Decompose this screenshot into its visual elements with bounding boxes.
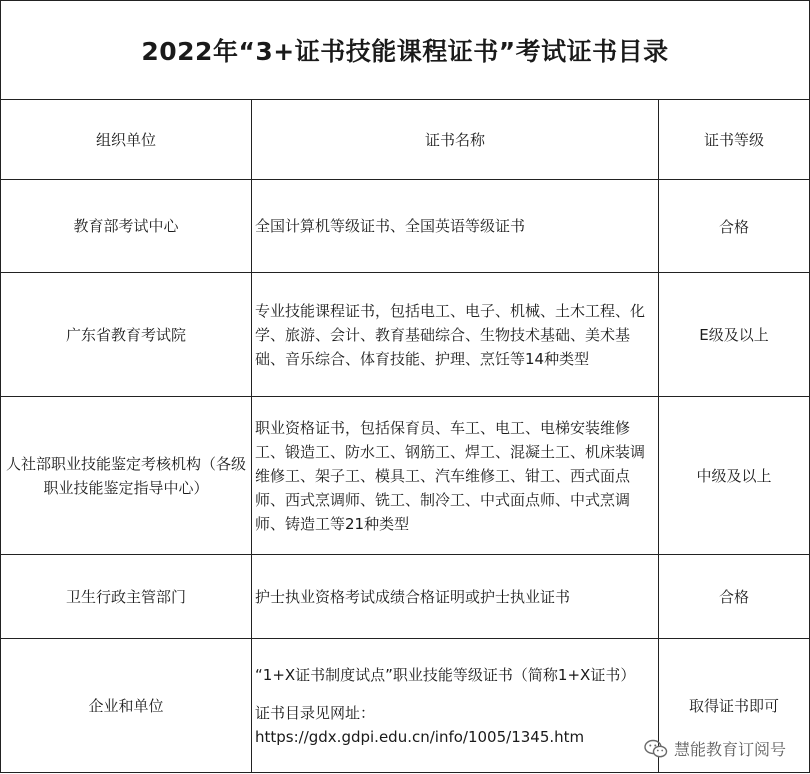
watermark-text: 慧能教育订阅号 xyxy=(673,740,786,759)
spacer xyxy=(255,687,655,701)
row-cert: 专业技能课程证书，包括电工、电子、机械、土木工程、化学、旅游、会计、教育基础综合、生物技术基础、美术基础、音乐综合、体育技能、护理、烹饪等14种类型 xyxy=(252,273,659,397)
table-row xyxy=(1,555,810,639)
watermark xyxy=(644,737,786,760)
row-org: 人社部职业技能鉴定考核机构（各级职业技能鉴定指导中心） xyxy=(1,397,252,555)
row-cert-cell xyxy=(252,639,659,773)
table-row xyxy=(1,273,810,397)
header-row xyxy=(1,100,810,180)
row-org: 企业和单位 xyxy=(1,639,252,773)
row-cert: 全国计算机等级证书、全国英语等级证书 xyxy=(252,180,659,273)
cert-catalog-url[interactable]: https://gdx.gdpi.edu.cn/info/1005/1345.htm xyxy=(255,727,585,746)
row-cert: “1+X证书制度试点”职业技能等级证书（简称1+X证书） xyxy=(255,665,636,684)
header-level: 证书等级 xyxy=(659,100,810,180)
wechat-icon xyxy=(644,739,668,759)
table-row xyxy=(1,180,810,273)
table-row xyxy=(1,397,810,555)
page-title: 2022年“3+证书技能课程证书”考试证书目录 xyxy=(1,1,810,100)
row-cert: 护士执业资格考试成绩合格证明或护士执业证书 xyxy=(252,555,659,639)
header-cert: 证书名称 xyxy=(252,100,659,180)
cert-catalog-label: 证书目录见网址： xyxy=(255,703,376,722)
row-level: 合格 xyxy=(659,555,810,639)
row-org: 广东省教育考试院 xyxy=(1,273,252,397)
row-level: 中级及以上 xyxy=(659,397,810,555)
header-org: 组织单位 xyxy=(1,100,252,180)
row-cert: 职业资格证书，包括保育员、车工、电工、电梯安装维修工、锻造工、防水工、钢筋工、焊工、混凝土工、机床装调维修工、架子工、模具工、汽车维修工、钳工、西式面点师、西式烹调师、铣工、制冷工、中式面点师、中式烹调师、铸造工等21种类型 xyxy=(252,397,659,555)
title-row xyxy=(1,1,810,100)
row-org: 卫生行政主管部门 xyxy=(1,555,252,639)
row-level: 合格 xyxy=(659,180,810,273)
row-org: 教育部考试中心 xyxy=(1,180,252,273)
row-level: E级及以上 xyxy=(659,273,810,397)
row-level: 取得证书即可 xyxy=(659,639,810,773)
